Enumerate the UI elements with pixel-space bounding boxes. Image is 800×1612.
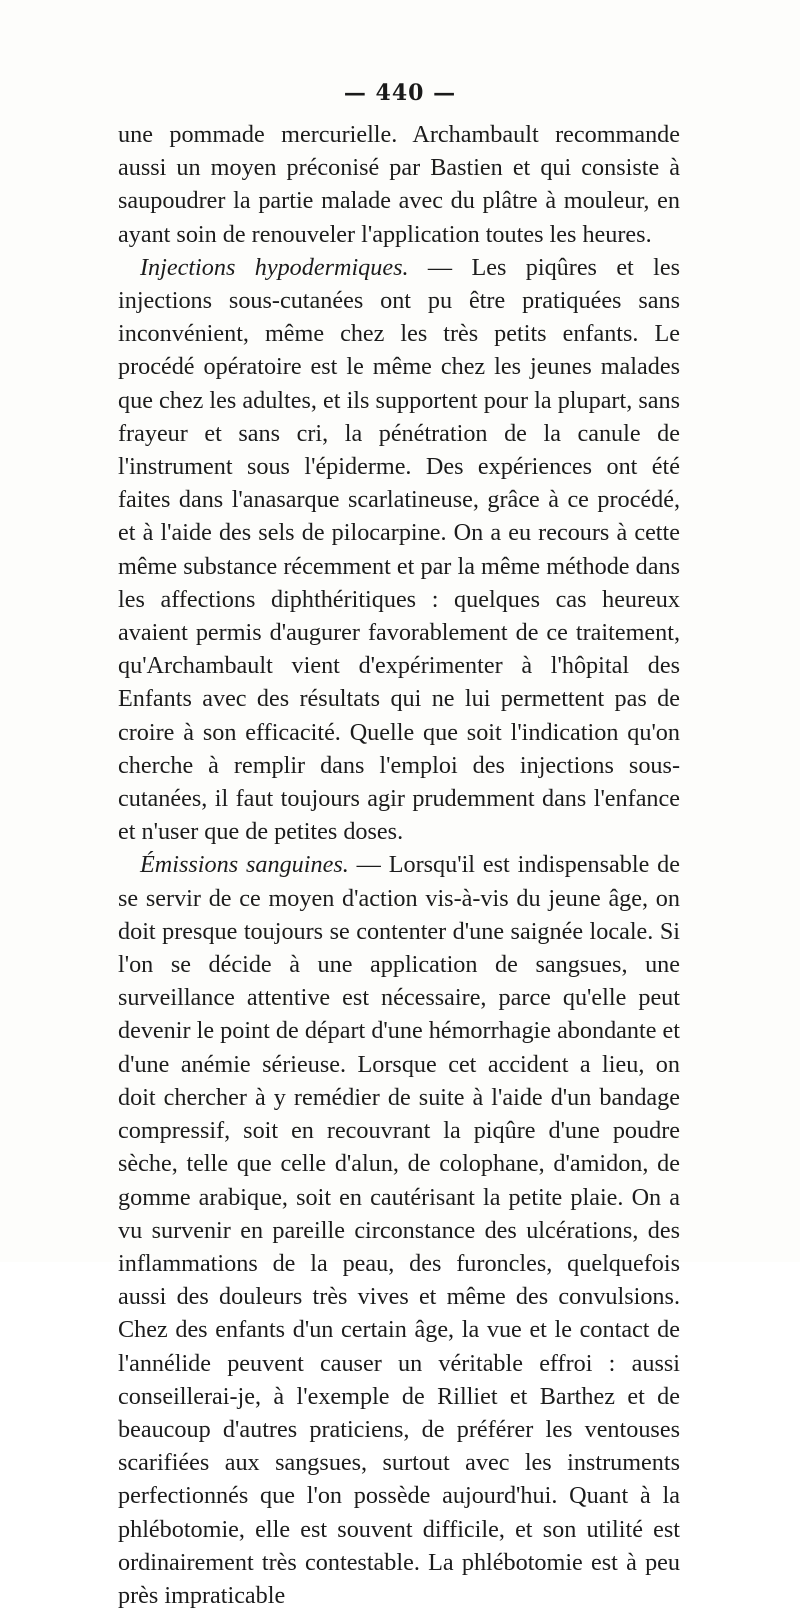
page-number: — 440 — [343,80,457,106]
paragraph-emissions [118,848,680,1612]
paragraph-injections-text: — Les piqûres et les injections sous-cutanées ont pu être pratiquées sans inconvénient, même chez les très petits enfants. Le procédé opératoire est le même chez les jeunes malades que chez les adultes, et ils supportent pour la plupart, sans frayeur et sans cri, la pénétration de la canule de l'instrument sous l'épiderme. Des expériences ont été faites dans l'anasarque scarlatineuse, grâce à ce procédé, et à l'aide des sels de pilocarpine. On a eu recours à cette même substance récemment et par la même méthode dans les affections diphthéritiques : quelques cas heureux avaient permis d'augurer favorablement de ce traitement, qu'Archambault vient d'expérimenter à l'hôpital des Enfants avec des résultats qui ne lui permettent pas de croire à son efficacité. Quelle que soit l'indication qu'on cherche à remplir dans l'emploi des injections sous-cutanées, il faut toujours agir prudemment dans l'enfance et n'user que de petites doses. [118,253,681,846]
paragraph-injections [118,251,680,849]
body-text [118,118,680,1612]
paragraph-emissions-text: — Lorsqu'il est indispensable de se servir de ce moyen d'action vis-à-vis du jeune âge, on doit presque toujours se contenter d'une saignée locale. Si l'on se décide à une application de sangsues, une surveillance attentive est nécessaire, parce qu'elle peut devenir le point de départ d'une hémorrhagie abondante et d'une anémie sérieuse. Lorsque cet accident a lieu, on doit chercher à y remédier de suite à l'aide d'un bandage compressif, soit en recouvrant la piqûre d'une poudre sèche, telle que celle d'alun, de colophane, d'amidon, de gomme arabique, soit en cautérisant la petite plaie. On a vu survenir en pareille circonstance des ulcérations, des inflammations de la peau, des furoncles, quelquefois aussi des douleurs très vives et même des convulsions. Chez des enfants d'un certain âge, la vue et le contact de l'annélide peuvent causer un véritable effroi : aussi conseillerai-je, à l'exemple de Rilliet et Barthez et de beaucoup d'autres praticiens, de préférer les ventouses scarifiées aux sangsues, surtout avec les instruments perfectionnés que l'on possède aujourd'hui. Quant à la phlébotomie, elle est souvent difficile, et son utilité est ordinairement très contestable. La phlébotomie est à peu près impraticable [118,851,680,1609]
section-heading-injections: Injections hypodermiques. [140,253,409,281]
paragraph-continued: une pommade mercurielle. Archambault recommande aussi un moyen préconisé par Bastien et qui consiste à saupoudrer la partie malade avec du plâtre à mouleur, en ayant soin de renouveler l'application toutes les heures. [118,121,680,248]
section-heading-emissions: Émissions sanguines. [140,851,349,879]
